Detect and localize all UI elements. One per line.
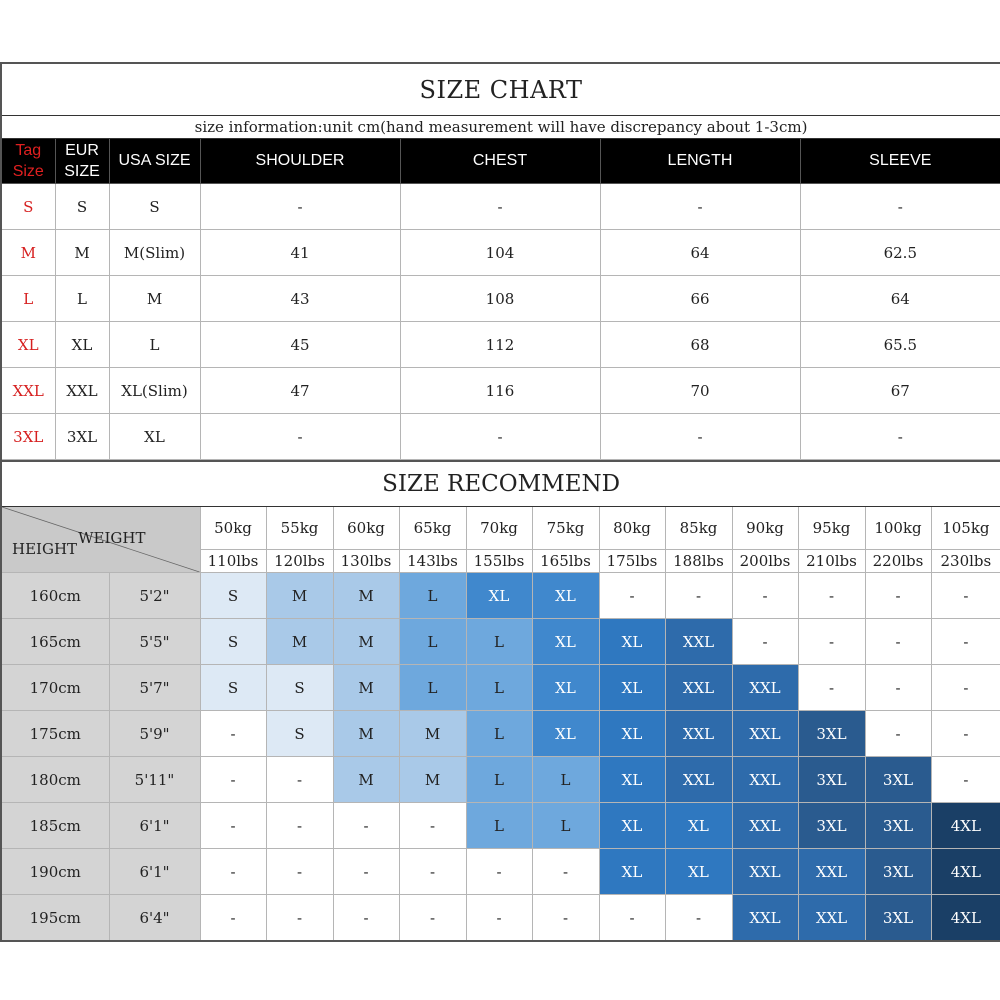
size-chart-cell: 64 — [800, 276, 1000, 322]
recommend-size-cell: 3XL — [865, 757, 931, 803]
recommend-row — [1, 895, 1000, 942]
size-chart-cell: 62.5 — [800, 230, 1000, 276]
height-cm-cell: 195cm — [1, 895, 109, 942]
recommend-size-cell: 3XL — [865, 895, 931, 942]
weight-lbs-cell: 220lbs — [865, 550, 931, 573]
size-recommend-table — [0, 460, 1000, 942]
size-chart-header-row — [1, 139, 1000, 184]
size-recommend-body — [1, 573, 1000, 942]
recommend-row — [1, 803, 1000, 849]
size-chart-cell: - — [200, 184, 400, 230]
recommend-size-cell: M — [333, 665, 399, 711]
recommend-size-cell: - — [266, 757, 333, 803]
size-chart-cell: 3XL — [55, 414, 109, 460]
size-chart-cell: 67 — [800, 368, 1000, 414]
recommend-size-cell: L — [399, 665, 466, 711]
recommend-size-cell: XL — [599, 665, 665, 711]
size-recommend-title: SIZE RECOMMEND — [1, 461, 1000, 507]
size-chart-cell: 66 — [600, 276, 800, 322]
height-cm-cell: 165cm — [1, 619, 109, 665]
recommend-size-cell: S — [266, 665, 333, 711]
recommend-size-cell: - — [333, 895, 399, 942]
recommend-size-cell: XL — [532, 573, 599, 619]
recommend-size-cell: - — [599, 895, 665, 942]
size-chart-cell: 64 — [600, 230, 800, 276]
recommend-size-cell: - — [466, 849, 532, 895]
height-cm-cell: 170cm — [1, 665, 109, 711]
size-chart-cell: 108 — [400, 276, 600, 322]
recommend-size-cell: XXL — [798, 849, 865, 895]
recommend-size-cell: L — [466, 711, 532, 757]
height-ft-cell: 5'7" — [109, 665, 200, 711]
recommend-size-cell: - — [931, 573, 1000, 619]
recommend-size-cell: M — [399, 711, 466, 757]
size-chart-cell: L — [55, 276, 109, 322]
recommend-size-cell: 3XL — [798, 711, 865, 757]
recommend-size-cell: XL — [532, 665, 599, 711]
weight-lbs-cell: 165lbs — [532, 550, 599, 573]
recommend-row — [1, 573, 1000, 619]
header-shoulder: SHOULDER — [200, 139, 400, 184]
recommend-size-cell: 3XL — [865, 803, 931, 849]
recommend-size-cell: - — [798, 573, 865, 619]
size-chart-body — [1, 184, 1000, 460]
recommend-size-cell: 3XL — [798, 757, 865, 803]
recommend-size-cell: L — [399, 619, 466, 665]
weight-lbs-cell: 175lbs — [599, 550, 665, 573]
size-chart-row — [1, 368, 1000, 414]
recommend-size-cell: - — [732, 619, 798, 665]
recommend-size-cell: XL — [466, 573, 532, 619]
weight-lbs-cell: 230lbs — [931, 550, 1000, 573]
weight-lbs-cell: 143lbs — [399, 550, 466, 573]
recommend-size-cell: M — [266, 619, 333, 665]
recommend-size-cell: 4XL — [931, 849, 1000, 895]
recommend-size-cell: - — [532, 849, 599, 895]
recommend-size-cell: - — [865, 573, 931, 619]
recommend-size-cell: L — [466, 619, 532, 665]
recommend-size-cell: XL — [599, 849, 665, 895]
size-chart-cell: 104 — [400, 230, 600, 276]
height-ft-cell: 6'4" — [109, 895, 200, 942]
header-chest: CHEST — [400, 139, 600, 184]
height-ft-cell: 5'9" — [109, 711, 200, 757]
recommend-size-cell: M — [333, 573, 399, 619]
size-chart-cell: XL — [55, 322, 109, 368]
recommend-size-cell: S — [200, 665, 266, 711]
size-chart-cell: 65.5 — [800, 322, 1000, 368]
height-cm-cell: 175cm — [1, 711, 109, 757]
recommend-size-cell: XXL — [732, 757, 798, 803]
size-chart-cell: 45 — [200, 322, 400, 368]
height-ft-cell: 6'1" — [109, 849, 200, 895]
weight-kg-cell: 85kg — [665, 507, 732, 550]
weight-lbs-cell: 210lbs — [798, 550, 865, 573]
weight-lbs-cell: 200lbs — [732, 550, 798, 573]
size-chart-cell: S — [55, 184, 109, 230]
header-usa-size: USA SIZE — [109, 139, 200, 184]
weight-label: WEIGHT — [78, 529, 146, 547]
size-chart-cell: 41 — [200, 230, 400, 276]
recommend-size-cell: S — [200, 619, 266, 665]
size-chart-row — [1, 276, 1000, 322]
weight-kg-cell: 80kg — [599, 507, 665, 550]
size-chart-row — [1, 184, 1000, 230]
recommend-size-cell: - — [200, 757, 266, 803]
height-ft-cell: 5'5" — [109, 619, 200, 665]
weight-lbs-cell: 110lbs — [200, 550, 266, 573]
recommend-row — [1, 711, 1000, 757]
recommend-size-cell: S — [200, 573, 266, 619]
size-chart-cell: M(Slim) — [109, 230, 200, 276]
size-chart-cell: XXL — [55, 368, 109, 414]
recommend-size-cell: XL — [599, 619, 665, 665]
size-chart-document — [0, 62, 1000, 942]
weight-kg-cell: 90kg — [732, 507, 798, 550]
recommend-size-cell: M — [399, 757, 466, 803]
recommend-size-cell: - — [865, 711, 931, 757]
recommend-size-cell: XL — [665, 803, 732, 849]
recommend-size-cell: XXL — [665, 619, 732, 665]
recommend-size-cell: XXL — [665, 757, 732, 803]
recommend-size-cell: L — [466, 757, 532, 803]
size-chart-cell: - — [600, 184, 800, 230]
recommend-size-cell: - — [931, 757, 1000, 803]
recommend-row — [1, 619, 1000, 665]
size-chart-cell: - — [400, 414, 600, 460]
recommend-size-cell: XXL — [732, 803, 798, 849]
size-chart-cell: 112 — [400, 322, 600, 368]
weight-lbs-cell: 188lbs — [665, 550, 732, 573]
recommend-size-cell: XL — [532, 619, 599, 665]
height-cm-cell: 190cm — [1, 849, 109, 895]
height-ft-cell: 5'11" — [109, 757, 200, 803]
recommend-size-cell: - — [200, 803, 266, 849]
weight-lbs-cell: 120lbs — [266, 550, 333, 573]
size-chart-cell: XXL — [1, 368, 55, 414]
size-chart-cell: - — [600, 414, 800, 460]
recommend-size-cell: - — [200, 849, 266, 895]
recommend-size-cell: XXL — [798, 895, 865, 942]
size-chart-cell: L — [1, 276, 55, 322]
recommend-size-cell: - — [200, 895, 266, 942]
size-chart-cell: M — [55, 230, 109, 276]
height-cm-cell: 160cm — [1, 573, 109, 619]
weight-lbs-cell: 130lbs — [333, 550, 399, 573]
recommend-size-cell: - — [865, 619, 931, 665]
size-chart-table — [0, 62, 1000, 460]
recommend-size-cell: M — [266, 573, 333, 619]
size-chart-title: SIZE CHART — [1, 63, 1000, 116]
recommend-size-cell: 3XL — [798, 803, 865, 849]
recommend-row — [1, 665, 1000, 711]
size-chart-cell: - — [400, 184, 600, 230]
height-label: HEIGHT — [12, 540, 78, 558]
weight-kg-cell: 75kg — [532, 507, 599, 550]
recommend-size-cell: - — [266, 895, 333, 942]
size-chart-cell: 47 — [200, 368, 400, 414]
recommend-size-cell: - — [798, 665, 865, 711]
recommend-size-cell: L — [399, 573, 466, 619]
recommend-size-cell: - — [333, 849, 399, 895]
header-length: LENGTH — [600, 139, 800, 184]
recommend-size-cell: XXL — [732, 895, 798, 942]
recommend-size-cell: - — [333, 803, 399, 849]
recommend-size-cell: - — [931, 711, 1000, 757]
recommend-size-cell: - — [266, 803, 333, 849]
size-chart-cell: - — [200, 414, 400, 460]
recommend-size-cell: M — [333, 619, 399, 665]
size-chart-cell: S — [1, 184, 55, 230]
height-cm-cell: 180cm — [1, 757, 109, 803]
recommend-size-cell: XL — [532, 711, 599, 757]
header-tag-size: Tag Size — [1, 139, 55, 184]
size-chart-cell: XL(Slim) — [109, 368, 200, 414]
weight-kg-cell: 95kg — [798, 507, 865, 550]
size-chart-cell: - — [800, 184, 1000, 230]
recommend-row — [1, 757, 1000, 803]
recommend-size-cell: XL — [599, 711, 665, 757]
recommend-size-cell: - — [399, 849, 466, 895]
size-chart-subtitle: size information:unit cm(hand measurement will have discrepancy about 1-3cm) — [1, 116, 1000, 139]
size-chart-cell: 43 — [200, 276, 400, 322]
recommend-size-cell: XXL — [732, 849, 798, 895]
size-chart-row — [1, 414, 1000, 460]
recommend-size-cell: - — [399, 895, 466, 942]
recommend-size-cell: - — [599, 573, 665, 619]
recommend-size-cell: - — [931, 619, 1000, 665]
recommend-size-cell: S — [266, 711, 333, 757]
height-ft-cell: 5'2" — [109, 573, 200, 619]
weight-height-corner — [1, 507, 200, 573]
weight-kg-cell: 55kg — [266, 507, 333, 550]
size-chart-cell: - — [800, 414, 1000, 460]
recommend-size-cell: - — [798, 619, 865, 665]
size-chart-row — [1, 230, 1000, 276]
weight-kg-cell: 60kg — [333, 507, 399, 550]
recommend-size-cell: 3XL — [865, 849, 931, 895]
recommend-size-cell: - — [665, 895, 732, 942]
recommend-size-cell: - — [532, 895, 599, 942]
size-chart-cell: XL — [109, 414, 200, 460]
recommend-size-cell: L — [466, 803, 532, 849]
header-eur-size: EUR SIZE — [55, 139, 109, 184]
header-sleeve: SLEEVE — [800, 139, 1000, 184]
height-ft-cell: 6'1" — [109, 803, 200, 849]
recommend-size-cell: - — [931, 665, 1000, 711]
recommend-size-cell: M — [333, 757, 399, 803]
height-cm-cell: 185cm — [1, 803, 109, 849]
recommend-size-cell: L — [466, 665, 532, 711]
size-chart-cell: M — [1, 230, 55, 276]
recommend-size-cell: L — [532, 803, 599, 849]
size-chart-cell: 3XL — [1, 414, 55, 460]
recommend-size-cell: XXL — [732, 665, 798, 711]
weight-kg-row — [1, 507, 1000, 550]
weight-lbs-cell: 155lbs — [466, 550, 532, 573]
weight-kg-cell: 65kg — [399, 507, 466, 550]
size-chart-cell: M — [109, 276, 200, 322]
recommend-size-cell: - — [665, 573, 732, 619]
weight-kg-cell: 70kg — [466, 507, 532, 550]
recommend-size-cell: - — [266, 849, 333, 895]
recommend-size-cell: XXL — [732, 711, 798, 757]
recommend-size-cell: 4XL — [931, 895, 1000, 942]
size-chart-cell: 116 — [400, 368, 600, 414]
size-chart-cell: 68 — [600, 322, 800, 368]
recommend-size-cell: XL — [665, 849, 732, 895]
recommend-size-cell: XL — [599, 757, 665, 803]
recommend-size-cell: 4XL — [931, 803, 1000, 849]
size-chart-cell: S — [109, 184, 200, 230]
recommend-size-cell: XXL — [665, 711, 732, 757]
recommend-size-cell: - — [466, 895, 532, 942]
recommend-size-cell: XXL — [665, 665, 732, 711]
recommend-size-cell: - — [200, 711, 266, 757]
recommend-size-cell: M — [333, 711, 399, 757]
weight-kg-cell: 100kg — [865, 507, 931, 550]
recommend-size-cell: L — [532, 757, 599, 803]
recommend-size-cell: - — [732, 573, 798, 619]
size-chart-cell: 70 — [600, 368, 800, 414]
size-chart-cell: XL — [1, 322, 55, 368]
recommend-size-cell: XL — [599, 803, 665, 849]
recommend-size-cell: - — [399, 803, 466, 849]
recommend-row — [1, 849, 1000, 895]
weight-kg-cell: 50kg — [200, 507, 266, 550]
size-chart-cell: L — [109, 322, 200, 368]
size-chart-row — [1, 322, 1000, 368]
weight-kg-cell: 105kg — [931, 507, 1000, 550]
recommend-size-cell: - — [865, 665, 931, 711]
